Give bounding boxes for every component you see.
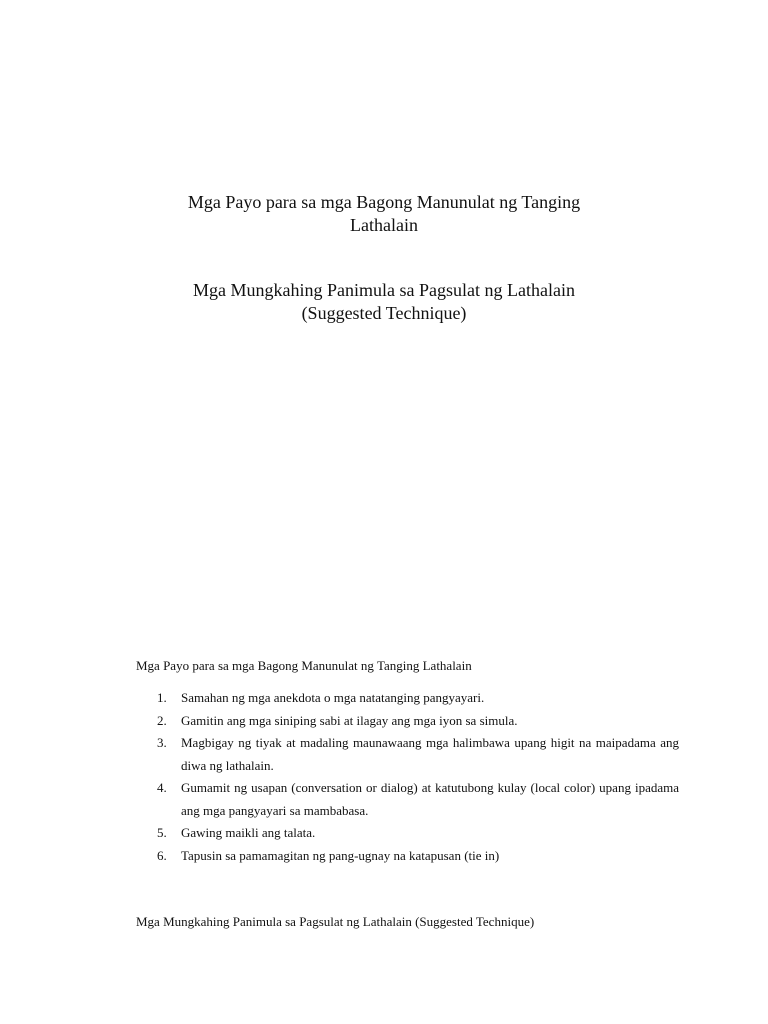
document-subtitle-line-1: Mga Mungkahing Panimula sa Pagsulat ng Lathalain xyxy=(193,280,575,300)
tips-list xyxy=(136,687,679,867)
list-item-number: 5. xyxy=(157,825,167,840)
list-item-number: 4. xyxy=(157,780,167,795)
document-title-line-1: Mga Payo para sa mga Bagong Manunulat ng Tanging xyxy=(187,192,581,212)
document-title-line-2: Lathalain xyxy=(350,215,418,235)
section-heading-tips: Mga Payo para sa mga Bagong Manunulat ng Tanging Lathalain xyxy=(136,658,472,673)
list-item-number: 2. xyxy=(157,712,167,728)
list-item xyxy=(136,822,679,845)
list-item xyxy=(136,845,679,868)
list-item-text: Gawing maikli ang talata. xyxy=(181,825,316,840)
document-subtitle xyxy=(150,279,618,325)
list-item xyxy=(136,710,679,733)
list-item-text: Gumamit ng usapan (conversation or dialog) at katutubong kulay (local color) upang ipadama ang mga pangyayari sa mambabasa. xyxy=(181,780,679,818)
list-item-number: 3. xyxy=(157,735,167,750)
list-item-text: Tapusin sa pamamagitan ng pang-ugnay na katapusan (tie in) xyxy=(181,847,500,863)
list-item xyxy=(136,732,679,777)
list-item-text: Samahan ng mga anekdota o mga natatanging pangyayari. xyxy=(181,690,485,705)
document-subtitle-line-2: (Suggested Technique) xyxy=(301,303,467,323)
list-item-number: 1. xyxy=(157,690,167,705)
list-item xyxy=(136,687,679,710)
list-item-number: 6. xyxy=(157,847,167,863)
section-heading-techniques: Mga Mungkahing Panimula sa Pagsulat ng Lathalain (Suggested Technique) xyxy=(136,914,535,929)
list-item-text: Magbigay ng tiyak at madaling maunawaang mga halimbawa upang higit na maipadama ang diwa ng lathalain. xyxy=(181,735,679,773)
document-title xyxy=(150,191,618,237)
list-item xyxy=(136,777,679,822)
list-item-text: Gamitin ang mga siniping sabi at ilagay ang mga iyon sa simula. xyxy=(181,712,518,728)
